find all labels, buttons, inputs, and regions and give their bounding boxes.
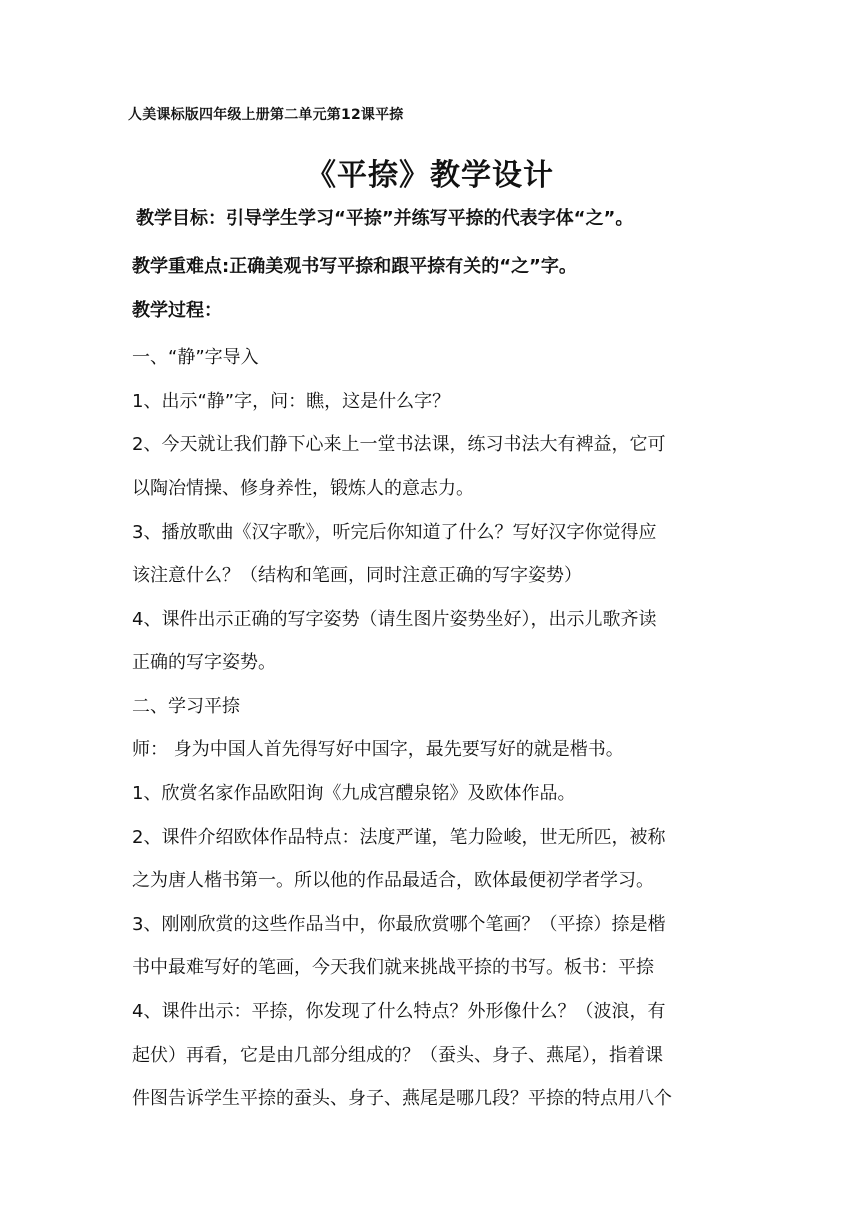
teaching-objectives: 教学目标：引导学生学习“平捺”并练写平捺的代表字体“之”。	[136, 208, 634, 229]
process-heading: 教学过程：	[132, 300, 222, 321]
section-1-item-4-line-2: 正确的写字姿势。	[132, 652, 276, 673]
section-2-item-4-line-1: 4、课件出示：平捺，你发现了什么特点？外形像什么？（波浪，有	[132, 1001, 666, 1022]
section-1-item-4-line-1: 4、课件出示正确的写字姿势（请生图片姿势坐好），出示儿歌齐读	[132, 609, 657, 630]
teacher-line: 师： 身为中国人首先得写好中国字，最先要写好的就是楷书。	[132, 739, 624, 760]
section-2-item-4-line-2: 起伏）再看，它是由几部分组成的？（蚕头、身子、燕尾），指着课	[132, 1045, 663, 1066]
key-points: 教学重难点:正确美观书写平捺和跟平捺有关的“之”字。	[132, 256, 577, 277]
section-1-item-3-line-1: 3、播放歌曲《汉字歌》，听完后你知道了什么？写好汉字你觉得应	[132, 522, 657, 543]
section-2-item-2-line-2: 之为唐人楷书第一。所以他的作品最适合，欧体最便初学者学习。	[132, 870, 654, 891]
section-1-heading: 一、“静”字导入	[132, 347, 259, 368]
section-2-item-2-line-1: 2、课件介绍欧体作品特点：法度严谨，笔力险峻，世无所匹，被称	[132, 827, 666, 848]
section-1-item-2-line-1: 2、今天就让我们静下心来上一堂书法课，练习书法大有裨益，它可	[132, 434, 666, 455]
section-1-item-3-line-2: 该注意什么？（结构和笔画，同时注意正确的写字姿势）	[132, 565, 582, 586]
section-1-item-2-line-2: 以陶冶情操、修身养性，锻炼人的意志力。	[132, 478, 474, 499]
section-1-item-1: 1、出示“静”字，问：瞧，这是什么字？	[132, 391, 451, 412]
section-2-heading: 二、学习平捺	[132, 696, 240, 717]
document-header: 人美课标版四年级上册第二单元第12课平捺	[128, 107, 404, 123]
section-2-item-4-line-3: 件图告诉学生平捺的蚕头、身子、燕尾是哪几段？平捺的特点用八个	[132, 1088, 672, 1109]
section-2-item-3-line-1: 3、刚刚欣赏的这些作品当中，你最欣赏哪个笔画？（平捺）捺是楷	[132, 914, 666, 935]
document-title: 《平捺》教学设计	[306, 158, 554, 193]
section-2-item-3-line-2: 书中最难写好的笔画，今天我们就来挑战平捺的书写。板书：平捺	[132, 957, 654, 978]
section-2-item-1: 1、欣赏名家作品欧阳询《九成宫醴泉铭》及欧体作品。	[132, 783, 576, 804]
